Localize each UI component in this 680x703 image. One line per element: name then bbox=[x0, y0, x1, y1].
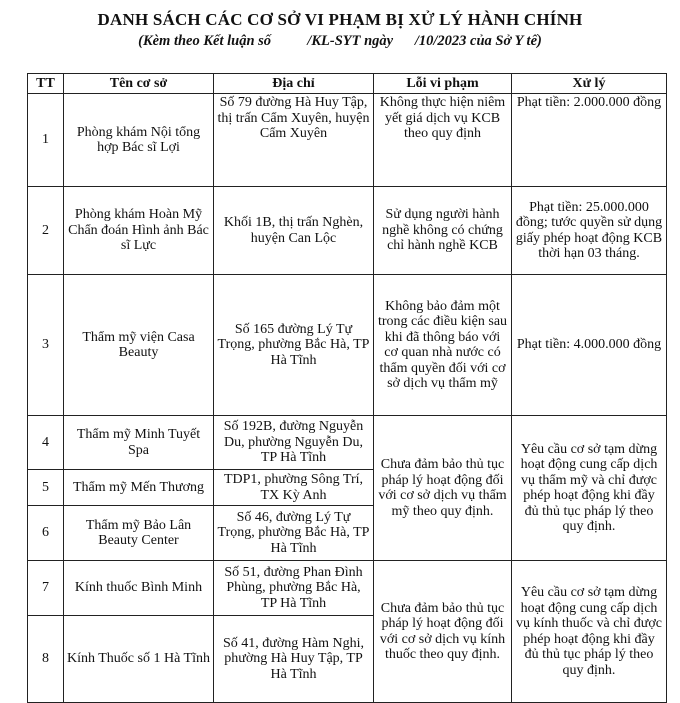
header-name: Tên cơ sở bbox=[64, 74, 214, 94]
cell-name: Thẩm mỹ Mến Thương bbox=[64, 470, 214, 506]
cell-address: Số 79 đường Hà Huy Tập, thị trấn Cẩm Xuyên, huyện Cẩm Xuyên bbox=[214, 94, 374, 187]
cell-tt: 7 bbox=[28, 561, 64, 616]
cell-name: Phòng khám Nội tổng hợp Bác sĩ Lợi bbox=[64, 94, 214, 187]
violations-table bbox=[27, 73, 667, 703]
cell-action-cosmetic: Yêu cầu cơ sở tạm dừng hoạt động cung cấp dịch vụ thẩm mỹ và chỉ được phép hoạt động khi đầy đủ thủ tục pháp lý theo quy định. bbox=[512, 416, 667, 561]
cell-address: Số 165 đường Lý Tự Trọng, phường Bắc Hà, TP Hà Tĩnh bbox=[214, 275, 374, 416]
cell-violation: Không thực hiện niêm yết giá dịch vụ KCB theo quy định bbox=[374, 94, 512, 187]
cell-action: Phạt tiền: 25.000.000 đồng; tước quyền sử dụng giấy phép hoạt động KCB thời hạn 03 tháng. bbox=[512, 187, 667, 275]
cell-violation-optical: Chưa đảm bảo thủ tục pháp lý hoạt động đối với cơ sở dịch vụ kính thuốc theo quy định. bbox=[374, 561, 512, 703]
table-row bbox=[28, 275, 667, 416]
cell-tt: 8 bbox=[28, 616, 64, 703]
cell-address: TDP1, phường Sông Trí, TX Kỳ Anh bbox=[214, 470, 374, 506]
table-header-row bbox=[28, 74, 667, 94]
cell-action-optical: Yêu cầu cơ sở tạm dừng hoạt động cung cấp dịch vụ kính thuốc và chỉ được phép hoạt động khi đầy đủ thủ tục pháp lý theo quy định. bbox=[512, 561, 667, 703]
cell-tt: 2 bbox=[28, 187, 64, 275]
cell-violation-cosmetic: Chưa đảm bảo thủ tục pháp lý hoạt động đối với cơ sở dịch vụ thẩm mỹ theo quy định. bbox=[374, 416, 512, 561]
header-address: Địa chỉ bbox=[214, 74, 374, 94]
table-row bbox=[28, 94, 667, 187]
table-row bbox=[28, 187, 667, 275]
cell-address: Số 192B, đường Nguyễn Du, phường Nguyễn Du, TP Hà Tĩnh bbox=[214, 416, 374, 470]
cell-tt: 6 bbox=[28, 506, 64, 561]
cell-address: Số 41, đường Hàm Nghi, phường Hà Huy Tập, TP Hà Tĩnh bbox=[214, 616, 374, 703]
table-row bbox=[28, 416, 667, 470]
cell-name: Thẩm mỹ viện Casa Beauty bbox=[64, 275, 214, 416]
cell-tt: 1 bbox=[28, 94, 64, 187]
cell-name: Kính thuốc Bình Minh bbox=[64, 561, 214, 616]
header-action: Xử lý bbox=[512, 74, 667, 94]
cell-violation: Không bảo đảm một trong các điều kiện sau khi đã thông báo với cơ quan nhà nước có thẩm quyền đối với cơ sở dịch vụ thẩm mỹ bbox=[374, 275, 512, 416]
cell-name: Thẩm mỹ Minh Tuyết Spa bbox=[64, 416, 214, 470]
document-subtitle: (Kèm theo Kết luận số /KL-SYT ngày /10/2023 của Sở Y tế) bbox=[138, 33, 542, 49]
cell-action: Phạt tiền: 4.000.000 đồng bbox=[512, 275, 667, 416]
table-row bbox=[28, 561, 667, 616]
header-violation: Lỗi vi phạm bbox=[374, 74, 512, 94]
cell-address: Số 51, đường Phan Đình Phùng, phường Bắc Hà, TP Hà Tĩnh bbox=[214, 561, 374, 616]
cell-tt: 3 bbox=[28, 275, 64, 416]
cell-address: Khối 1B, thị trấn Nghèn, huyện Can Lộc bbox=[214, 187, 374, 275]
cell-violation: Sử dụng người hành nghề không có chứng chỉ hành nghề KCB bbox=[374, 187, 512, 275]
cell-address: Số 46, đường Lý Tự Trọng, phường Bắc Hà, TP Hà Tĩnh bbox=[214, 506, 374, 561]
cell-tt: 5 bbox=[28, 470, 64, 506]
cell-name: Thẩm mỹ Bảo Lân Beauty Center bbox=[64, 506, 214, 561]
cell-name: Phòng khám Hoàn Mỹ Chẩn đoán Hình ảnh Bác sĩ Lực bbox=[64, 187, 214, 275]
cell-tt: 4 bbox=[28, 416, 64, 470]
cell-action: Phạt tiền: 2.000.000 đồng bbox=[512, 94, 667, 187]
document-title: DANH SÁCH CÁC CƠ SỞ VI PHẠM BỊ XỬ LÝ HÀNH CHÍNH bbox=[97, 10, 583, 29]
header-tt: TT bbox=[28, 74, 64, 94]
cell-name: Kính Thuốc số 1 Hà Tĩnh bbox=[64, 616, 214, 703]
